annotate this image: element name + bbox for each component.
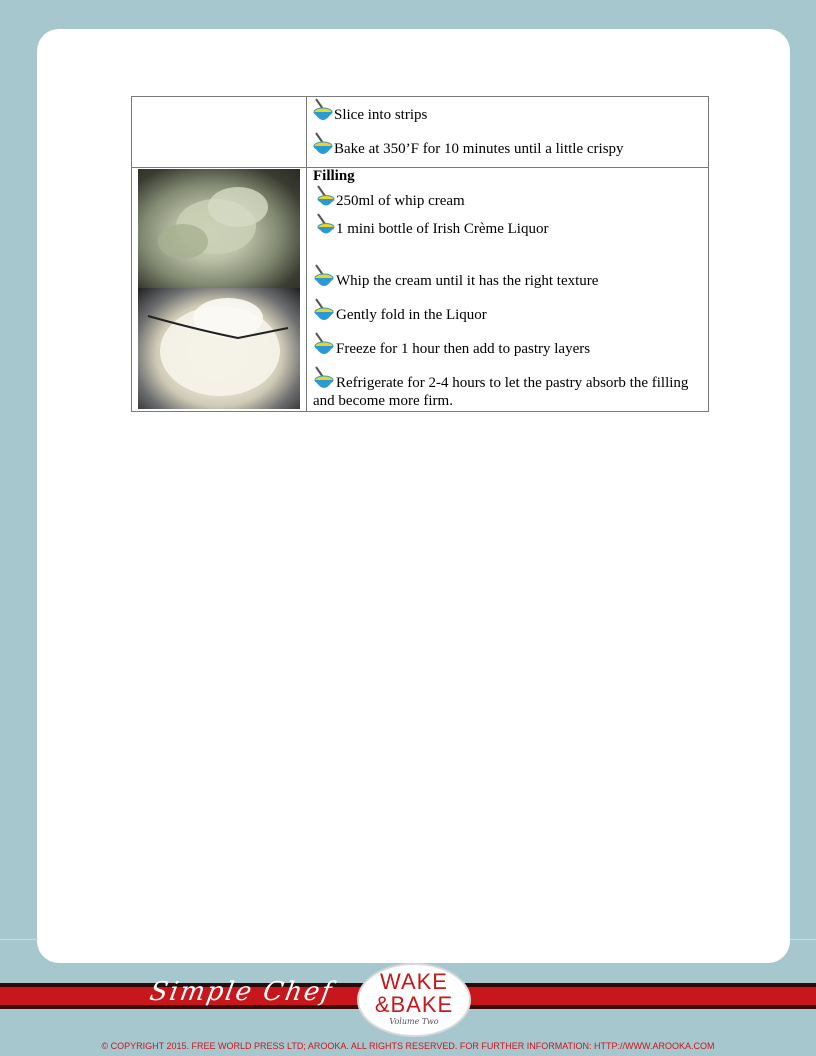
table-row: [132, 168, 709, 412]
wake-and-bake-logo: [357, 963, 471, 1037]
ingredient-text: 250ml of whip cream: [336, 193, 465, 209]
spoon-cup-icon: [313, 184, 335, 210]
step-text: Freeze for 1 hour then add to pastry layers: [336, 341, 591, 357]
photo-cell: [132, 168, 307, 412]
filling-heading: Filling: [313, 168, 355, 184]
logo-subtitle: Volume Two: [389, 1017, 439, 1026]
step-text: Bake at 350’F for 10 minutes until a little crispy: [334, 141, 624, 157]
list-item: [313, 366, 702, 410]
list-item: [313, 212, 702, 238]
step-text: Gently fold in the Liquor: [336, 307, 487, 323]
step-text: Whip the cream until it has the right texture: [336, 273, 599, 289]
cream-in-bowl-photo: [138, 169, 300, 288]
step-text: Refrigerate for 2-4 hours to let the pastry absorb the filling and become more firm.: [313, 375, 689, 409]
list-item: [313, 298, 702, 324]
divider-line: [0, 939, 38, 940]
list-item: [313, 264, 702, 290]
filling-cell: [307, 168, 709, 412]
logo-line2: &BAKE: [374, 992, 454, 1017]
ingredient-text: 1 mini bottle of Irish Crème Liquor: [336, 221, 549, 237]
spoon-cup-icon: [313, 298, 335, 324]
logo-line1: WAKE: [380, 969, 448, 994]
simple-chef-logo: Simple Chef: [147, 977, 336, 1007]
recipe-table: [131, 96, 709, 412]
whipped-cream-photo: [138, 288, 300, 409]
spoon-cup-icon: [313, 264, 335, 290]
table-row: [132, 97, 709, 168]
empty-cell: [132, 97, 307, 168]
divider-line: [790, 939, 816, 940]
spoon-cup-icon: [313, 132, 333, 158]
list-item: [313, 98, 702, 124]
list-item: [313, 184, 702, 210]
steps-cell: [307, 97, 709, 168]
copyright-notice: © COPYRIGHT 2015. FREE WORLD PRESS LTD; AROOKA. ALL RIGHTS RESERVED. FOR FURTHER INFORMATION: HTTP://WWW.AROOKA.COM: [101, 1041, 715, 1051]
list-item: [313, 332, 702, 358]
step-text: Slice into strips: [334, 107, 428, 123]
spoon-cup-icon: [313, 212, 335, 238]
spoon-cup-icon: [313, 366, 335, 392]
list-item: [313, 132, 702, 158]
spoon-cup-icon: [313, 332, 335, 358]
spoon-cup-icon: [313, 98, 333, 124]
